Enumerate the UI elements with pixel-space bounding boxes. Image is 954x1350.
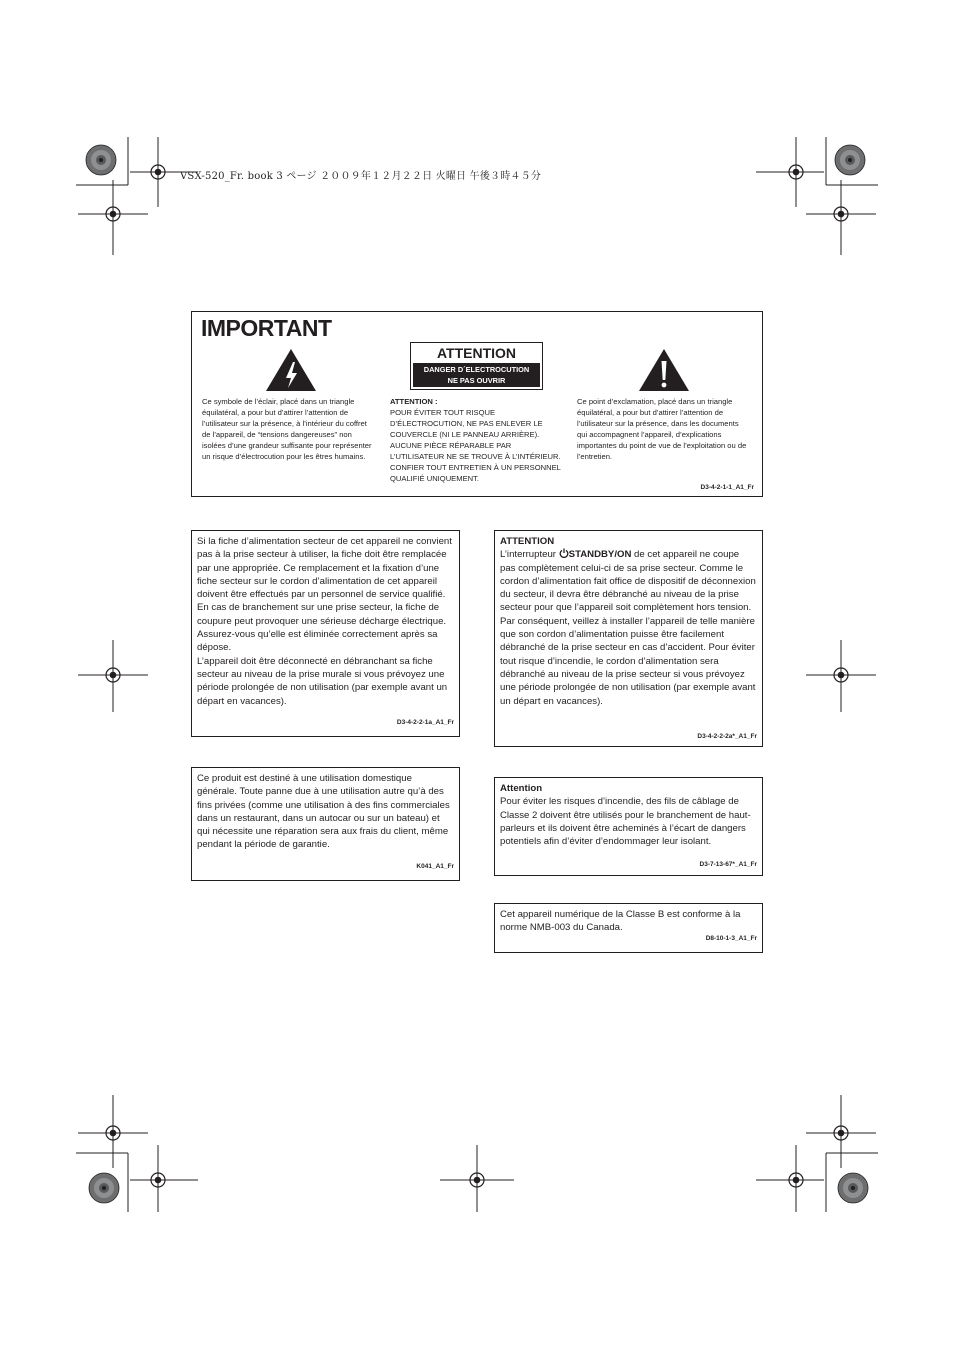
attention-instructions xyxy=(390,396,566,484)
exclamation-symbol-text: Ce point d’exclamation, placé dans un triangle équilatéral, a pour but d’attirer l’attention de l’utilisateur sur la présence, dans les documents qui accompagnent l’appareil, d’explications importantes du point de vue de l’exploitation ou de l’entretien. xyxy=(577,397,747,461)
canada-notice-ref-code: D8-10-1-3_A1_Fr xyxy=(705,934,757,942)
wiring-notice-ref-code: D3-7-13-67*_A1_Fr xyxy=(699,860,757,868)
wiring-notice-text: Pour éviter les risques d’incendie, des fils de câblage de Classe 2 doivent être utilisés pour le branchement de haut-parleurs et ils doivent être acheminés à l’écart de dangers potentiels afin d’éviter d’endommager leur isolant. xyxy=(500,796,751,848)
standby-text-before: L’interrupteur xyxy=(500,549,559,561)
domestic-notice-ref-code: K041_A1_Fr xyxy=(416,862,454,870)
standby-text-after: de cet appareil ne coupe pas complètement celui-ci de sa prise secteur. Comme le cordon d’alimentation fait office de dispositif de déconnexion du secteur, il devra être débranché au niveau de la prise secteur pour que l’appareil soit complètement hors tension. Par conséquent, veillez à installer l’appareil de telle manière que son cordon d’alimentation puisse être facilement débranché de la prise secteur en cas d’accident. Pour éviter tout risque d’incendie, le cordon d’alimentation sera débranché au niveau de la prise secteur si vous prévoyez une période prolongée de non utilisation (par exemple avant un départ en vacances). xyxy=(500,549,756,707)
attention-label-banner xyxy=(413,363,540,387)
color-target-bottom-right xyxy=(826,1153,878,1212)
registration-mark-top-right-2 xyxy=(806,180,876,255)
important-title: IMPORTANT xyxy=(201,315,332,341)
registration-mark-bottom-right-1 xyxy=(806,1095,876,1168)
plug-notice-paragraph-2: L’appareil doit être déconnecté en débranchant sa fiche secteur au niveau de la prise murale si vous prévoyez une période prolongée de non utilisation (par exemple avant un départ en vacances). xyxy=(197,655,448,707)
standby-notice-title: ATTENTION xyxy=(500,536,555,547)
domestic-use-notice xyxy=(191,767,460,881)
standby-notice-text xyxy=(500,548,757,708)
canada-notice-text: Cet appareil numérique de la Classe B est conforme à la norme NMB-003 du Canada. xyxy=(500,909,741,934)
attention-instructions-heading: ATTENTION : xyxy=(390,397,438,406)
registration-mark-bottom-left-1 xyxy=(78,1095,148,1168)
plug-replacement-notice xyxy=(191,530,460,737)
important-ref-code: D3-4-2-1-1_A1_Fr xyxy=(700,484,754,491)
attention-label-line1: DANGER D´ELECTROCUTION xyxy=(423,365,530,374)
attention-warning-label xyxy=(410,342,543,390)
important-box xyxy=(191,311,763,497)
standby-notice-ref-code: D3-4-2-2-2a*_A1_Fr xyxy=(697,732,757,740)
canada-compliance-notice xyxy=(494,903,763,953)
color-target-top-right xyxy=(826,137,878,185)
speaker-wiring-notice xyxy=(494,777,763,876)
standby-on-label: STANDBY/ON xyxy=(568,549,632,561)
attention-instructions-text: POUR ÉVITER TOUT RISQUE D’ÉLECTROCUTION, NE PAS ENLEVER LE COUVERCLE (NI LE PANNEAU ARRIÈRE). AUCUNE PIÈCE RÉPARABLE PAR L’UTILISATEUR NE SE TROUVE À L’INTÉRIEUR. CONFIER TOUT ENTRETIEN À UN PERSONNEL QUALIFIÉ UNIQUEMENT. xyxy=(390,408,561,483)
power-standby-icon xyxy=(559,548,569,558)
attention-label-heading: ATTENTION xyxy=(436,345,517,361)
registration-mark-top-left-2 xyxy=(78,180,148,255)
registration-mark-bottom-left-2 xyxy=(130,1145,198,1212)
wiring-notice-title: Attention xyxy=(500,783,543,794)
plug-notice-paragraph-1: Si la fiche d’alimentation secteur de cet appareil ne convient pas à la prise secteur à utiliser, la fiche doit être remplacée par une appropriée. Ce remplacement et la fixation d’une fiche secteur sur le cordon d’alimentation de cet appareil doivent être effectués par un personnel de service qualifié. En cas de branchement sur une prise secteur, la fiche de coupure peut provoquer une sérieuse décharge électrique. Assurez-vous qu’elle est éliminée correctement après sa dépose. xyxy=(197,536,452,654)
registration-mark-middle-left xyxy=(78,640,148,712)
book-header-line: VSX-520_Fr. book 3 ページ ２００９年１２月２２日 火曜日 午後３時４５分 xyxy=(180,171,542,182)
exclamation-warning-icon xyxy=(638,348,690,392)
domestic-notice-text: Ce produit est destiné à une utilisation domestique générale. Toute panne due à une utilisation autre qu’à des fins privées (comme une utilisation à des fins commerciales dans un restaurant, dans un autocar ou sur un bateau) et qui nécessite une réparation sera aux frais du client, même pendant la période de garantie. xyxy=(197,773,450,851)
plug-notice-ref-code: D3-4-2-2-1a_A1_Fr xyxy=(396,718,454,726)
lightning-symbol-text: Ce symbole de l’éclair, placé dans un triangle équilatéral, a pour but d’attirer l’attention de l’utilisateur sur la présence, à l’intérieur du coffret de l’appareil, de “tensions dangereuses” non isolées d’une grandeur suffisante pour représenter un risque d’électrocution pour les êtres humains. xyxy=(202,397,372,461)
registration-mark-top-right-1 xyxy=(756,137,824,207)
lightning-warning-icon xyxy=(265,348,317,392)
attention-label-line2: NE PAS OUVRIR xyxy=(447,376,506,385)
standby-attention-notice xyxy=(494,530,763,747)
color-target-top-left xyxy=(76,137,128,185)
registration-mark-middle-right xyxy=(806,640,876,712)
registration-mark-bottom-right-2 xyxy=(756,1145,824,1212)
registration-mark-bottom-center xyxy=(440,1145,514,1212)
color-target-bottom-left xyxy=(76,1153,128,1212)
